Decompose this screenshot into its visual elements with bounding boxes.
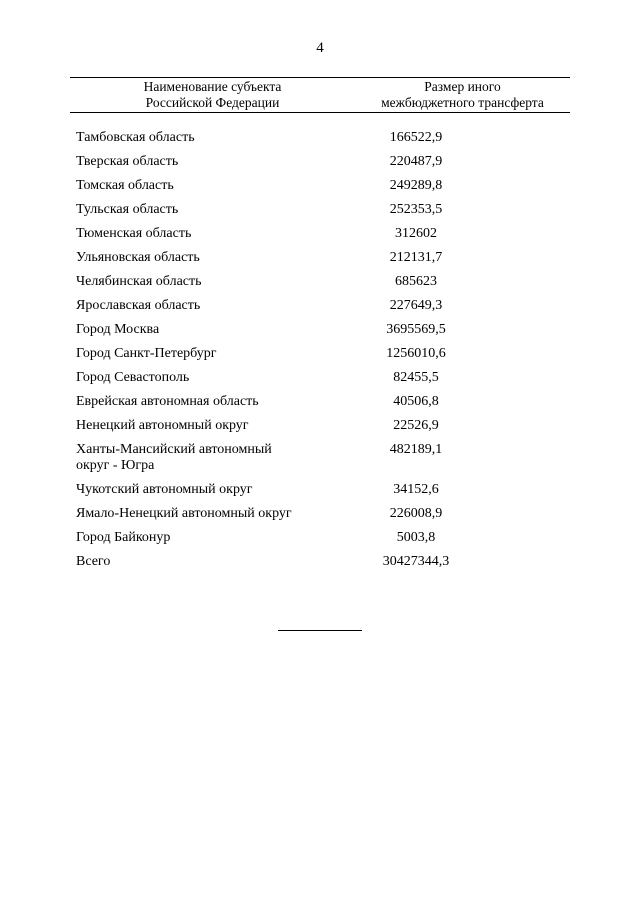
transfer-amount: 40506,8 <box>393 394 439 409</box>
subject-name: Ярославская область <box>76 298 201 313</box>
total-label: Всего <box>76 554 111 569</box>
table-row <box>76 442 570 474</box>
table-row <box>76 322 570 338</box>
transfer-amount: 220487,9 <box>389 154 443 169</box>
transfer-amount: 482189,1 <box>389 442 443 457</box>
column-header-subject-line2: Российской Федерации <box>145 95 280 110</box>
column-header-transfer-line1: Размер иного <box>424 79 501 94</box>
transfer-amount: 22526,9 <box>393 418 439 433</box>
subject-name: Город Москва <box>76 322 160 337</box>
transfer-amount: 212131,7 <box>389 250 443 265</box>
subject-name <box>76 442 328 474</box>
subject-name: Город Севастополь <box>76 370 190 385</box>
table-row <box>76 346 570 362</box>
subject-name: Еврейская автономная область <box>76 394 259 409</box>
transfer-amount: 5003,8 <box>396 530 436 545</box>
subject-name: Тамбовская область <box>76 130 195 145</box>
transfer-amount: 685623 <box>395 274 437 289</box>
table-row <box>76 202 570 218</box>
table-row <box>76 226 570 242</box>
total-amount: 30427344,3 <box>382 554 450 569</box>
transfer-amount: 226008,9 <box>389 506 443 521</box>
transfer-amount: 312602 <box>395 226 437 241</box>
subject-name-line1: Ханты-Мансийский автономный <box>76 442 272 457</box>
transfer-amount: 3695569,5 <box>386 322 446 337</box>
subject-name: Тульская область <box>76 202 179 217</box>
subject-name: Чукотский автономный округ <box>76 482 253 497</box>
subject-name: Тверская область <box>76 154 179 169</box>
column-header-subject-line1: Наименование субъекта <box>143 79 282 94</box>
table-row <box>76 530 570 546</box>
table-row <box>76 250 570 266</box>
subject-name: Ненецкий автономный округ <box>76 418 249 433</box>
table-body <box>76 130 570 570</box>
transfer-amount: 82455,5 <box>393 370 439 385</box>
table-row <box>76 154 570 170</box>
subject-name: Ямало-Ненецкий автономный округ <box>76 506 292 521</box>
subject-name: Тюменская область <box>76 226 192 241</box>
transfer-amount: 166522,9 <box>389 130 443 145</box>
table-row <box>76 298 570 314</box>
table-row <box>76 130 570 146</box>
transfer-amount: 34152,6 <box>393 482 439 497</box>
column-header-transfer <box>355 79 570 111</box>
table-header <box>70 77 570 113</box>
end-of-document-divider <box>278 630 362 631</box>
subject-name: Город Санкт-Петербург <box>76 346 217 361</box>
transfer-amount: 252353,5 <box>389 202 443 217</box>
table-row <box>76 418 570 434</box>
table-row-total <box>76 554 570 570</box>
table-row <box>76 482 570 498</box>
table-row <box>76 506 570 522</box>
table-row <box>76 394 570 410</box>
table-row <box>76 178 570 194</box>
table-row <box>76 274 570 290</box>
transfer-amount: 249289,8 <box>389 178 443 193</box>
column-header-subject <box>70 79 355 111</box>
transfer-amount: 1256010,6 <box>386 346 446 361</box>
subject-name: Ульяновская область <box>76 250 200 265</box>
subject-name: Челябинская область <box>76 274 202 289</box>
transfer-amount: 227649,3 <box>389 298 443 313</box>
subject-name-line2: округ - Югра <box>76 458 155 473</box>
page-number: 4 <box>316 40 324 56</box>
subject-name: Город Байконур <box>76 530 171 545</box>
subject-name: Томская область <box>76 178 174 193</box>
column-header-transfer-line2: межбюджетного трансферта <box>381 95 544 110</box>
table-row <box>76 370 570 386</box>
